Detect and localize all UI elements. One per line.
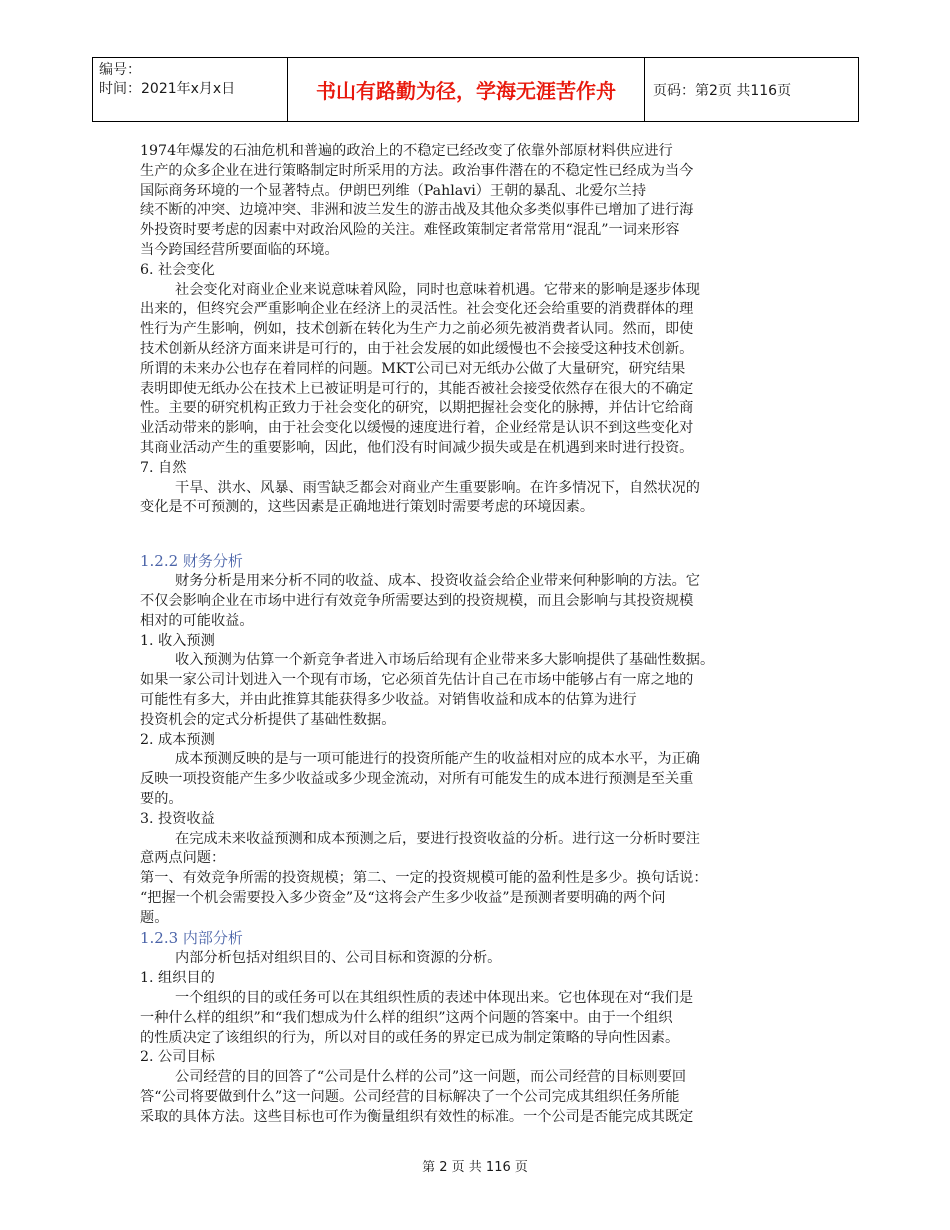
- text-line: 的性质决定了该组织的行为，所以对目的或任务的界定已成为制定策略的导向性因素。: [140, 1029, 680, 1046]
- text-line: 一个组织的目的或任务可以在其组织性质的表述中体现出来。它也体现在对“我们是: [175, 990, 694, 1007]
- motto-text: 书山有路勤为径，学海无涯苦作舟: [288, 58, 645, 121]
- text-line: 表明即使无纸办公在技术上已被证明是可行的，其能否被社会接受依然存在很大的不确定: [140, 380, 694, 397]
- text-line: 社会变化对商业企业来说意味着风险，同时也意味着机遇。它带来的影响是逐步体现: [175, 281, 700, 298]
- text-line: 技术创新从经济方面来讲是可行的，由于社会发展的如此缓慢也不会接受这种技术创新。: [140, 340, 694, 357]
- text-line: 性行为产生影响，例如，技术创新在转化为生产力之前必须先被消费者认同。然而，即使: [140, 321, 694, 338]
- text-line: 业活动带来的影响，由于社会变化以缓慢的速度进行着，企业经常是认识不到这些变化对: [140, 420, 694, 437]
- text-line: 反映一项投资能产生多少收益或多少现金流动，对所有可能发生的成本进行预测是至关重: [140, 771, 694, 788]
- text-line: 生产的众多企业在进行策略制定时所采用的方法。政治事件潜在的不稳定性已经成为当今: [140, 162, 694, 179]
- text-line: 意两点问题：: [140, 850, 226, 867]
- text-line: 2. 公司目标: [140, 1049, 215, 1066]
- text-line: 1. 组织目的: [140, 970, 215, 987]
- text-line: 其商业活动产生的重要影响，因此，他们没有时间减少损失或是在机遇到来时进行投资。: [140, 439, 694, 456]
- text-line: 答“公司将要做到什么”这一问题。公司经营的目标解决了一个公司完成其组织任务所能: [140, 1089, 680, 1106]
- text-line: “把握一个机会需要投入多少资金”及“这将会产生多少收益”是预测者要明确的两个问: [140, 889, 666, 906]
- text-line: 性。主要的研究机构正致力于社会变化的研究，以期把握社会变化的脉搏，并估计它给商: [140, 400, 694, 417]
- text-line: 3. 投资收益: [140, 810, 215, 827]
- text-line: 外投资时要考虑的因素中对政治风险的关注。难怪政策制定者常常用“混乱”一词来形容: [140, 222, 680, 239]
- section-heading: 1.2.2 财务分析: [140, 552, 243, 571]
- text-line: 相对的可能收益。: [140, 612, 254, 629]
- text-line: 1974年爆发的石油危机和普遍的政治上的不稳定已经改变了依靠外部原材料供应进行: [140, 143, 673, 159]
- text-line: 可能性有多大，并由此推算其能获得多少收益。对销售收益和成本的估算为进行: [140, 691, 637, 708]
- text-line: 变化是不可预测的，这些因素是正确地进行策划时需要考虑的环境因素。: [140, 499, 595, 516]
- text-line: 内部分析包括对组织目的、公司目标和资源的分析。: [175, 950, 502, 967]
- number-label: 编号：: [99, 62, 141, 78]
- text-line: 6. 社会变化: [140, 261, 215, 278]
- text-line: 成本预测反映的是与一项可能进行的投资所能产生的收益相对应的成本水平，为正确: [175, 751, 700, 768]
- text-line: 国际商务环境的一个显著特点。伊朗巴列维（Pahlavi）王朝的暴乱、北爱尔兰持: [140, 182, 647, 199]
- text-line: 第一、有效竞争所需的投资规模；第二、一定的投资规模可能的盈利性是多少。换句话说：: [140, 870, 708, 887]
- section-heading: 1.2.3 内部分析: [140, 929, 243, 948]
- page-header: [92, 57, 859, 122]
- page-number-label: 页码：第2页 共116页: [653, 82, 792, 99]
- text-line: 干旱、洪水、风暴、雨雪缺乏都会对商业产生重要影响。在许多情况下，自然状况的: [175, 479, 700, 496]
- text-line: 不仅会影响企业在市场中进行有效竞争所需要达到的投资规模，而且会影响与其投资规模: [140, 592, 694, 609]
- text-line: 题。: [140, 909, 169, 926]
- text-line: 当今跨国经营所要面临的环境。: [140, 241, 339, 258]
- text-line: 投资机会的定式分析提供了基础性数据。: [140, 711, 396, 728]
- text-line: 续不断的冲突、边境冲突、非洲和波兰发生的游击战及其他众多类似事件已增加了进行海: [140, 202, 694, 219]
- text-line: 出来的，但终究会严重影响企业在经济上的灵活性。社会变化还会给重要的消费群体的理: [140, 301, 694, 318]
- text-line: 7. 自然: [140, 459, 187, 476]
- time-label: 时间：2021年x月x日: [99, 81, 236, 97]
- text-line: 2. 成本预测: [140, 731, 215, 748]
- text-line: 公司经营的目的回答了“公司是什么样的公司”这一问题，而公司经营的目标则要回: [175, 1069, 687, 1086]
- document-body: [140, 142, 816, 1128]
- text-line: 在完成未来收益预测和成本预测之后，要进行投资收益的分析。进行这一分析时要注: [175, 830, 700, 847]
- text-line: 收入预测为估算一个新竞争者进入市场后给现有企业带来多大影响提供了基础性数据。: [175, 652, 715, 669]
- text-line: 财务分析是用来分析不同的收益、成本、投资收益会给企业带来何种影响的方法。它: [175, 573, 700, 590]
- text-line: 1. 收入预测: [140, 632, 215, 649]
- text-line: 要的。: [140, 790, 183, 807]
- paragraph-gap: [140, 518, 816, 551]
- text-line: 采取的具体方法。这些目标也可作为衡量组织有效性的标准。一个公司是否能完成其既定: [140, 1108, 694, 1125]
- page-footer: 第 2 页 共 116 页: [422, 1160, 528, 1175]
- text-line: 如果一家公司计划进入一个现有市场，它必须首先估计自己在市场中能够占有一席之地的: [140, 672, 694, 689]
- text-line: 一种什么样的组织”和“我们想成为什么样的组织”这两个问题的答案中。由于一个组织: [140, 1009, 673, 1026]
- text-line: 所谓的未来办公也存在着同样的问题。MKT公司已对无纸办公做了大量研究，研究结果: [140, 360, 686, 377]
- header-left-cell: [93, 58, 288, 121]
